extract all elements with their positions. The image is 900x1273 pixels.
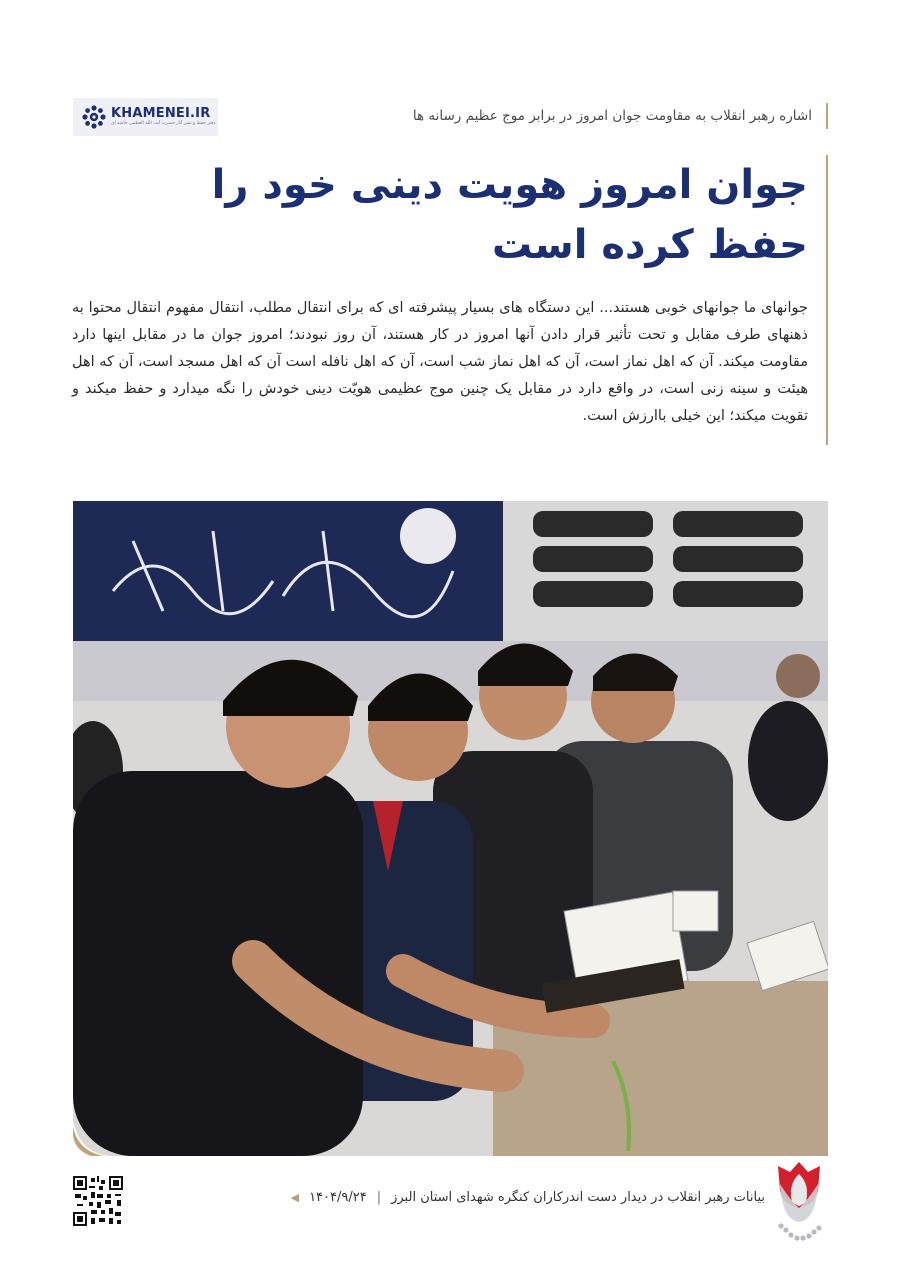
photo-young-men-reading-quran bbox=[73, 501, 828, 1156]
caption-arrow-icon: ◀ bbox=[290, 1191, 300, 1204]
caption-separator: | bbox=[376, 1190, 382, 1205]
headline-line-1: جوان امروز هویت دینی خود را bbox=[211, 162, 808, 208]
article-block bbox=[72, 155, 828, 445]
caption-date: ۱۴۰۴/۹/۲۴ bbox=[309, 1190, 367, 1205]
headline-line-2: حفظ کرده است bbox=[492, 222, 808, 268]
tulip-icon bbox=[770, 1160, 828, 1250]
site-logo[interactable] bbox=[73, 98, 218, 136]
emblem-icon bbox=[81, 104, 107, 130]
source-caption bbox=[291, 1190, 765, 1205]
headline bbox=[72, 155, 808, 275]
qr-code-icon[interactable] bbox=[73, 1176, 123, 1226]
logo-wordmark: KHAMENEI.IR bbox=[111, 106, 211, 121]
caption-text: بیانات رهبر انقلاب در دیدار دست اندرکاران کنگره شهدای استان البرز bbox=[391, 1190, 765, 1205]
kicker-text: اشاره رهبر انقلاب به مقاومت جوان امروز در برابر موج عظیم رسانه ها bbox=[413, 103, 828, 129]
photo-corner-accent bbox=[73, 1120, 109, 1156]
logo-subtext: دفتر حفظ و نشر آثار حضرت آیت الله العظمی خامنه ای bbox=[111, 121, 216, 126]
quote-body: جوانهای ما جوانهای خوبی هستند... این دستگاه های بسیار پیشرفته ای که برای انتقال مطلب، انتقال مفهوم انتقال محتوا به ذهنهای طرف مقابل و تحت تأثیر قرار دادن آنها امروز در کار هستند، آن روز نبودند؛ امروز جوان ما در مقابل اینها دارد مقاومت میکند. آن که اهل نماز است، آن که اهل نماز شب است، آن که اهل نافله است آن که اهل مسجد است، آن که اهل هیئت و سینه زنی است، در واقع دارد در مقابل یک چنین موج عظیمی هویّت دینی خودش را نگه میدارد و حفظ میکند و تقویت میکند؛ این خیلی باارزش است. bbox=[72, 300, 808, 424]
